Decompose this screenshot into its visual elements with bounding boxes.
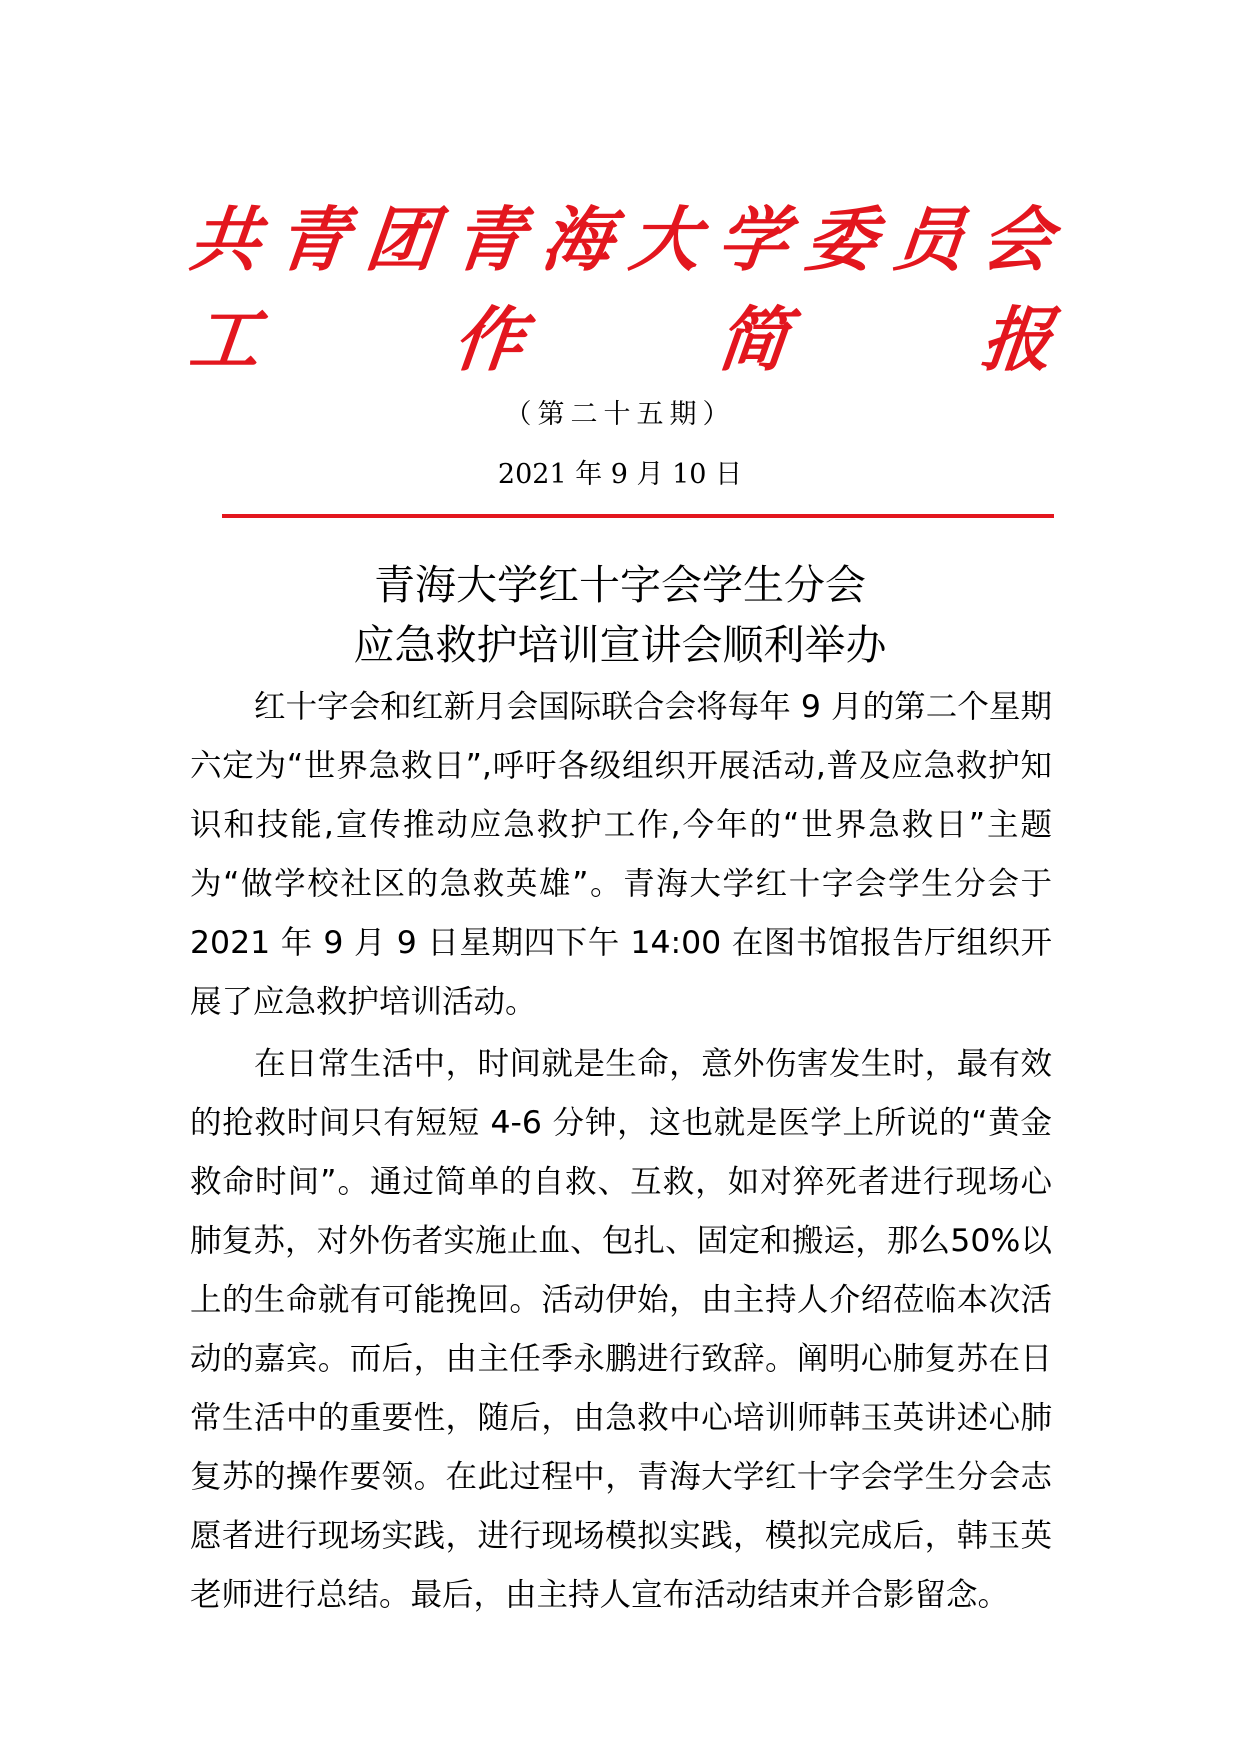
- masthead-publication-type: [185, 298, 1057, 381]
- masthead-char: 会: [977, 198, 1057, 281]
- masthead-char: 青: [273, 198, 353, 281]
- masthead-char: 海: [537, 198, 617, 281]
- article-body: [190, 678, 1052, 1628]
- masthead-char: 学: [713, 198, 793, 281]
- article-headline-line2: 应急救护培训宣讲会顺利举办: [353, 621, 887, 669]
- article-paragraph: 在日常生活中，时间就是生命，意外伤害发生时，最有效的抢救时间只有短短 4-6 分钟，这也就是医学上所说的“黄金救命时间”。通过简单的自救、互救，如对猝死者进行现场心肺复苏，对外伤者实施止血、包扎、固定和搬运，那么50%以上的生命就有可能挽回。活动伊始，由主持人介绍莅临本次活动的嘉宾。而后，由主任季永鹏进行致辞。阐明心肺复苏在日常生活中的重要性，随后，由急救中心培训师韩玉英讲述心肺复苏的操作要领。在此过程中，青海大学红十字会学生分会志愿者进行现场实践，进行现场模拟实践，模拟完成后，韩玉英老师进行总结。最后，由主持人宣布活动结束并合影留念。: [190, 1046, 1052, 1613]
- masthead-char: 委: [801, 198, 881, 281]
- masthead-char: 作: [449, 298, 529, 381]
- masthead-char: 工: [185, 298, 265, 381]
- masthead-char: 报: [977, 298, 1057, 381]
- masthead-char: 大: [625, 198, 705, 281]
- red-divider: [222, 514, 1054, 518]
- masthead-char: 员: [889, 198, 969, 281]
- issue-date: 2021 年 9 月 10 日: [497, 459, 743, 490]
- masthead-char: 团: [361, 198, 441, 281]
- masthead-char: 青: [449, 198, 529, 281]
- masthead-char: 简: [713, 298, 793, 381]
- masthead-char: 共: [185, 198, 265, 281]
- article-paragraph: 红十字会和红新月会国际联合会将每年 9 月的第二个星期六定为“世界急救日”,呼吁各级组织开展活动,普及应急救护知识和技能,宣传推动应急救护工作,今年的“世界急救日”主题为“做学校社区的急救英雄”。青海大学红十字会学生分会于 2021 年 9 月 9 日星期四下午 14:00 在图书馆报告厅组织开展了应急救护培训活动。: [190, 689, 1052, 1020]
- masthead-organization: [185, 198, 1057, 281]
- article-headline-line1: 青海大学红十字会学生分会: [374, 561, 866, 609]
- issue-number: （第二十五期）: [504, 399, 736, 430]
